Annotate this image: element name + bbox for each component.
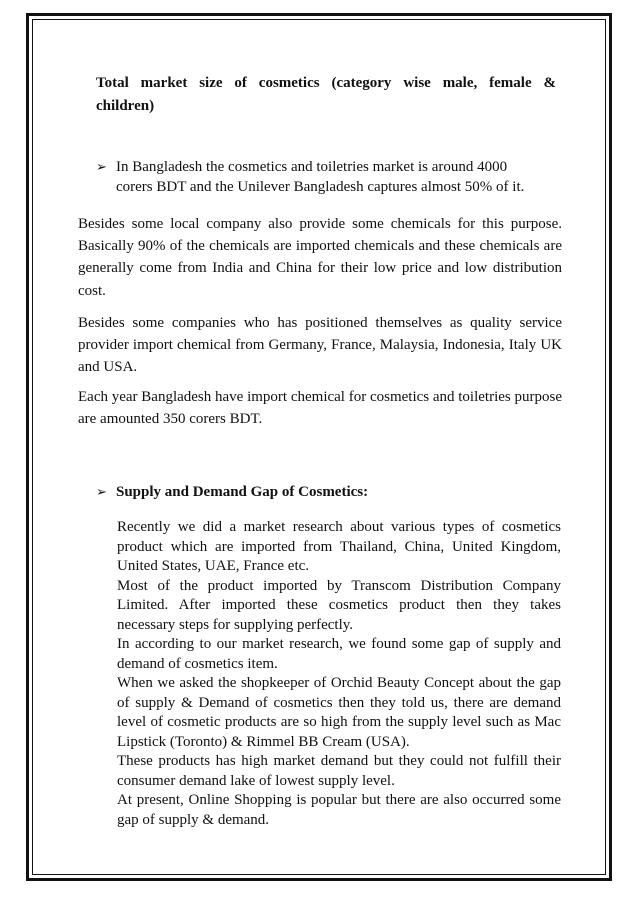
section-paragraph: Most of the product imported by Transcom Distribution Company Limited. After imported these cosmetics product then they takes necessary steps for supplying perfectly. [117,577,561,633]
section-paragraph: At present, Online Shopping is popular but there are also occurred some gap of supply & demand. [117,792,561,828]
bullet-line-2: corers BDT and the Unilever Bangladesh captures almost 50% of it. [116,179,525,195]
paragraph-local-chemicals: Besides some local company also provide some chemicals for this purpose. Basically 90% of the chemicals are imported chemicals and these chemicals are generally come from India and China for their low price and low distribution cost. [78,216,562,299]
supply-demand-body [117,518,561,830]
section-paragraph: These products has high market demand but they could not fulfill their consumer demand lake of lowest supply level. [117,753,561,789]
section-title: Supply and Demand Gap of Cosmetics: [116,484,369,500]
section-paragraph: Recently we did a market research about various types of cosmetics product which are imported from Thailand, China, United Kingdom, United States, UAE, France etc. [117,519,561,574]
heading-line-2: children) [96,98,155,114]
supply-demand-heading [96,482,368,502]
paragraph-import-countries: Besides some companies who has positioned themselves as quality service provider import chemical from Germany, France, Malaysia, Indonesia, Italy UK and USA. [78,315,562,376]
section-paragraph: In according to our market research, we found some gap of supply and demand of cosmetics item. [117,636,561,672]
arrow-bullet-icon: ➢ [96,484,107,499]
paragraph-import-amount: Each year Bangladesh have import chemical for cosmetics and toiletries purpose are amounted 350 corers BDT. [78,389,562,428]
bullet-line-1: In Bangladesh the cosmetics and toiletries market is around 4000 [116,159,508,175]
page-heading [96,72,556,118]
section-paragraph: When we asked the shopkeeper of Orchid Beauty Concept about the gap of supply & Demand of cosmetics then they told us, there are demand level of cosmetic products are so high from the supply level such as Mac Lipstick (Toronto) & Rimmel BB Cream (USA). [117,675,561,750]
market-size-bullet [96,157,524,197]
arrow-bullet-icon: ➢ [96,159,107,174]
heading-line-1: Total market size of cosmetics (category wise male, female & [96,75,556,91]
